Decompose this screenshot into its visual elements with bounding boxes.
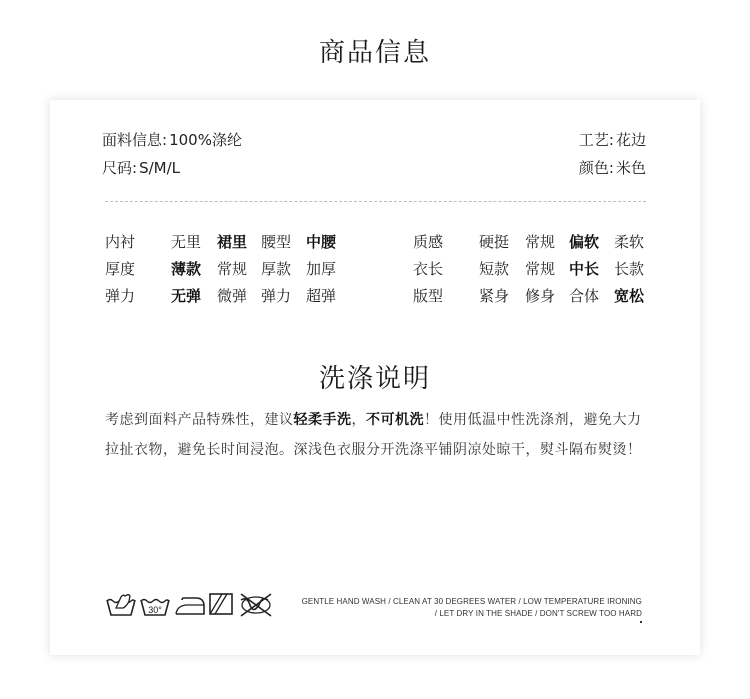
attribute-option-selected: 宽松 xyxy=(614,287,645,305)
attribute-option-selected: 无弹 xyxy=(171,287,202,305)
product-info-card xyxy=(50,100,700,655)
wash-temp-label: 30° xyxy=(148,605,162,615)
wash-text-2: ， xyxy=(351,412,366,428)
fabric-info xyxy=(102,129,242,150)
attribute-name: 弹力 xyxy=(105,287,136,305)
attribute-option-selected: 偏软 xyxy=(569,233,600,251)
hand-wash-icon xyxy=(105,592,137,618)
attribute-name: 衣长 xyxy=(413,260,444,278)
attribute-option: 长款 xyxy=(614,260,645,278)
attribute-option: 短款 xyxy=(479,260,510,278)
size-value: S/M/L xyxy=(139,159,180,177)
attribute-option-selected: 裙里 xyxy=(217,233,248,251)
fabric-label: 面料信息: xyxy=(102,131,168,149)
color-info xyxy=(579,157,646,178)
attribute-name: 版型 xyxy=(413,287,444,305)
wash-text-bold-2: 不可机洗 xyxy=(366,412,424,428)
do-not-wring-icon xyxy=(238,592,274,618)
attribute-option: 常规 xyxy=(525,233,556,251)
attribute-option-selected: 薄款 xyxy=(171,260,202,278)
color-label: 颜色: xyxy=(578,159,614,177)
attribute-option: 微弹 xyxy=(217,287,248,305)
attribute-option: 厚款 xyxy=(261,260,292,278)
size-info xyxy=(102,157,180,178)
wash-instructions xyxy=(105,405,650,465)
attribute-option: 腰型 xyxy=(261,233,292,251)
wash-text-bold-1: 轻柔手洗 xyxy=(293,412,352,428)
attribute-option: 无里 xyxy=(171,233,202,251)
attribute-option: 修身 xyxy=(525,287,556,305)
iron-low-icon xyxy=(174,592,206,618)
attribute-option: 硬挺 xyxy=(479,233,510,251)
dry-shade-icon xyxy=(208,592,236,618)
wash-title: 洗涤说明 xyxy=(318,364,431,394)
attribute-option-selected: 中腰 xyxy=(306,233,337,251)
wash-30-icon xyxy=(139,592,171,618)
attribute-option: 常规 xyxy=(217,260,248,278)
attribute-option: 柔软 xyxy=(614,233,645,251)
size-label: 尺码: xyxy=(102,159,138,177)
fabric-value: 100%涤纶 xyxy=(169,131,242,149)
color-value: 米色 xyxy=(615,159,646,177)
craft-label: 工艺: xyxy=(578,131,614,149)
dashed-divider xyxy=(105,201,646,202)
attribute-name: 内衬 xyxy=(105,233,136,251)
attribute-name: 质感 xyxy=(413,233,444,251)
attribute-option-selected: 中长 xyxy=(569,260,600,278)
decorative-dot xyxy=(640,621,642,623)
care-line-1: GENTLE HAND WASH / CLEAN AT 30 DEGREES WATER / LOW TEMPERATURE IRONING xyxy=(301,597,642,606)
wash-text-1: 考虑到面料产品特殊性，建议 xyxy=(105,412,294,428)
attribute-option: 紧身 xyxy=(479,287,510,305)
care-line-2: / LET DRY IN THE SHADE / DON'T SCREW TOO HARD xyxy=(434,609,642,618)
attribute-option: 加厚 xyxy=(306,260,337,278)
attribute-option: 合体 xyxy=(569,287,600,305)
attribute-option: 弹力 xyxy=(261,287,292,305)
wash-text-3: ！使用低温中性洗涤剂，避免大力拉扯衣物，避免长时间浸泡。深浅色衣服分开洗涤平铺阴凉处晾干，熨斗隔布熨烫！ xyxy=(105,412,642,458)
craft-info xyxy=(579,129,646,150)
craft-value: 花边 xyxy=(615,131,646,149)
attribute-name: 厚度 xyxy=(105,260,136,278)
attribute-option: 超弹 xyxy=(306,287,337,305)
page-title: 商品信息 xyxy=(318,38,431,68)
care-instructions-en xyxy=(302,596,642,620)
attribute-option: 常规 xyxy=(525,260,556,278)
